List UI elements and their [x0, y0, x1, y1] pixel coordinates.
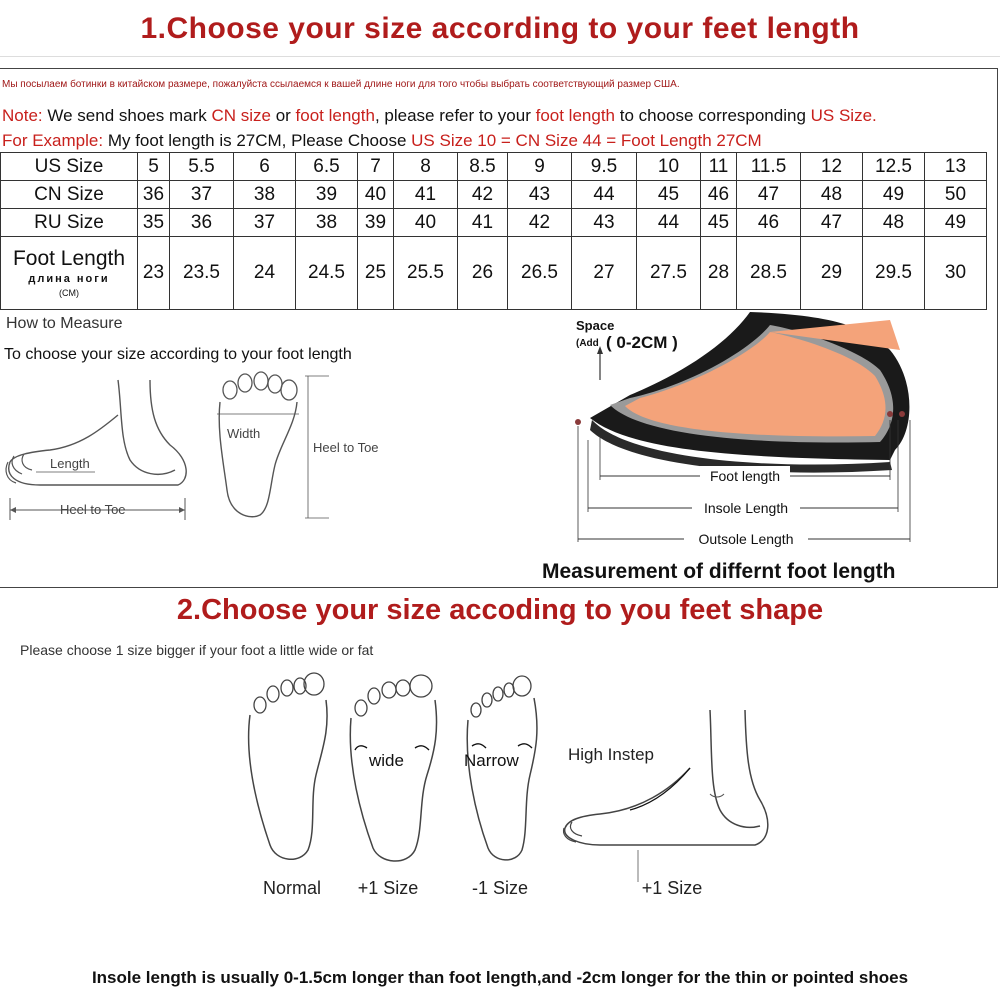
table-cell: 40: [394, 209, 458, 237]
table-cell: 42: [508, 209, 572, 237]
high-instep-size-label: +1 Size: [641, 878, 703, 898]
space-label: Space: [576, 318, 615, 333]
table-cell: 46: [701, 181, 737, 209]
table-cell: 39: [358, 209, 394, 237]
foot-length-unit: (CM): [59, 288, 79, 298]
table-cell: 46: [737, 209, 801, 237]
table-cell: 9.5: [572, 153, 637, 181]
table-cell: 45: [637, 181, 701, 209]
narrow-size-label: -1 Size: [471, 878, 529, 898]
outsole-length-label: Outsole Length: [698, 531, 794, 547]
add-label: (Add: [576, 338, 599, 349]
table-cell: 35: [138, 209, 170, 237]
note-text: We send shoes mark: [42, 106, 212, 125]
table-cell: 5: [138, 153, 170, 181]
us-size-row: [1, 153, 987, 181]
row-label-foot-length: [1, 237, 138, 310]
table-cell: 43: [572, 209, 637, 237]
note-us-size: US Size.: [810, 106, 877, 125]
high-instep-foot-icon: [560, 710, 780, 880]
side-foot-icon: [0, 370, 200, 530]
table-cell: 49: [925, 209, 987, 237]
table-cell: 41: [458, 209, 508, 237]
table-cell: 24.5: [296, 237, 358, 310]
table-cell: 47: [737, 181, 801, 209]
narrow-foot-icon: [458, 670, 558, 870]
table-cell: 48: [801, 181, 863, 209]
row-label: CN Size: [1, 181, 138, 209]
measurement-caption: Measurement of differnt foot length: [542, 560, 896, 583]
section2-title: 2.Choose your size accoding to you feet shape: [176, 594, 824, 626]
table-cell: 29.5: [863, 237, 925, 310]
table-cell: 23.5: [170, 237, 234, 310]
table-cell: 45: [701, 209, 737, 237]
table-cell: 49: [863, 181, 925, 209]
table-cell: 41: [394, 181, 458, 209]
narrow-tag: Narrow: [464, 751, 519, 770]
example-highlight: US Size 10 = CN Size 44 = Foot Length 27CM: [411, 131, 762, 150]
sole-foot-icon: [205, 370, 405, 530]
wide-foot-icon: [345, 670, 445, 870]
table-cell: 25.5: [394, 237, 458, 310]
heel-to-toe-label: Heel to Toe: [60, 502, 126, 517]
measure-instruction: To choose your size according to your foot length: [4, 346, 352, 363]
table-cell: 50: [925, 181, 987, 209]
example-prefix: For Example:: [2, 131, 104, 150]
table-cell: 48: [863, 209, 925, 237]
how-to-measure-label: How to Measure: [6, 315, 123, 332]
table-cell: 47: [801, 209, 863, 237]
table-cell: 24: [234, 237, 296, 310]
table-cell: 12: [801, 153, 863, 181]
example-text: My foot length is 27CM, Please Choose: [103, 131, 412, 150]
table-cell: 37: [170, 181, 234, 209]
table-cell: 26.5: [508, 237, 572, 310]
table-cell: 38: [296, 209, 358, 237]
table-cell: 38: [234, 181, 296, 209]
section1-title: 1.Choose your size according to your feet length: [140, 12, 860, 45]
table-cell: 27.5: [637, 237, 701, 310]
table-cell: 26: [458, 237, 508, 310]
cn-size-row: [1, 181, 987, 209]
table-cell: 42: [458, 181, 508, 209]
table-cell: 13: [925, 153, 987, 181]
table-cell: 8: [394, 153, 458, 181]
table-cell: 44: [637, 209, 701, 237]
table-cell: 11.5: [737, 153, 801, 181]
insole-footer-note: Insole length is usually 0-1.5cm longer than foot length,and -2cm longer for the thin or pointed shoes: [91, 968, 909, 987]
ru-size-row: [1, 209, 987, 237]
shipping-note: [2, 106, 877, 126]
table-cell: 6: [234, 153, 296, 181]
note-text: to choose corresponding: [615, 106, 811, 125]
table-cell: 36: [138, 181, 170, 209]
table-cell: 30: [925, 237, 987, 310]
table-cell: 5.5: [170, 153, 234, 181]
table-cell: 28.5: [737, 237, 801, 310]
table-cell: 29: [801, 237, 863, 310]
wide-tag: wide: [369, 751, 404, 770]
normal-size-label: Normal: [262, 878, 321, 898]
row-label: RU Size: [1, 209, 138, 237]
foot-length-label: Foot length: [709, 468, 781, 484]
foot-length-label: Foot Length: [12, 247, 126, 270]
table-cell: 6.5: [296, 153, 358, 181]
table-cell: 37: [234, 209, 296, 237]
table-cell: 11: [701, 153, 737, 181]
size-table: [0, 152, 987, 310]
note-foot-length: foot length: [295, 106, 375, 125]
heel-to-toe-vertical-label: Heel to Toe: [313, 440, 379, 455]
table-cell: 28: [701, 237, 737, 310]
size-advice: Please choose 1 size bigger if your foot a little wide or fat: [20, 642, 374, 658]
table-cell: 27: [572, 237, 637, 310]
table-cell: 23: [138, 237, 170, 310]
note-foot-length: foot length: [535, 106, 615, 125]
example-note: [2, 131, 762, 151]
table-cell: 43: [508, 181, 572, 209]
divider: [0, 56, 1000, 57]
russian-note: Мы посылаем ботинки в китайском размере, пожалуйста ссылаемся к вашей длине ноги для того чтобы выбрать соответствующий размер США.: [2, 79, 680, 90]
table-cell: 25: [358, 237, 394, 310]
table-cell: 44: [572, 181, 637, 209]
table-cell: 7: [358, 153, 394, 181]
table-cell: 36: [170, 209, 234, 237]
note-cn-size: CN size: [211, 106, 271, 125]
foot-length-row: [1, 237, 987, 310]
length-label: Length: [50, 456, 90, 471]
wide-size-label: +1 Size: [357, 878, 419, 898]
high-instep-tag: High Instep: [568, 745, 654, 764]
table-cell: 10: [637, 153, 701, 181]
note-prefix: Note:: [2, 106, 43, 125]
table-cell: 12.5: [863, 153, 925, 181]
insole-length-label: Insole Length: [703, 500, 789, 516]
foot-length-label-ru: длина ноги: [28, 273, 110, 285]
space-value: ( 0-2CM ): [606, 333, 678, 352]
normal-foot-icon: [240, 670, 340, 870]
table-cell: 8.5: [458, 153, 508, 181]
table-cell: 40: [358, 181, 394, 209]
row-label: US Size: [1, 153, 138, 181]
note-text: or: [270, 106, 296, 125]
width-label: Width: [227, 426, 261, 441]
table-cell: 39: [296, 181, 358, 209]
note-text: , please refer to your: [374, 106, 536, 125]
shoe-measurement-icon: [570, 310, 1000, 550]
table-cell: 9: [508, 153, 572, 181]
